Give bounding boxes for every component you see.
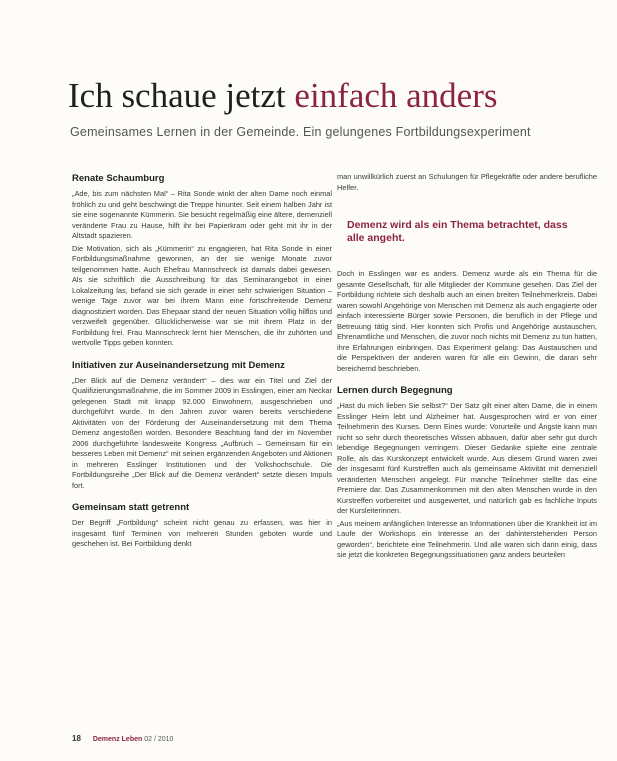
paragraph: Doch in Esslingen war es anders. Demenz wurde als ein Thema für die gesamte Gesellschaft, für alle Mitglieder der Kommune gesehen. Das Ziel der Fortbildung richtete sich deshalb auch an einen breiten Teilnehmerkreis. Dabei waren sowohl Angehörige von Menschen mit Demenz als auch engagierte oder einfach interessierte Bürger sowie Personen, die beruflich in der Pflege und Betreuung tätig sind. Hier konnten sich Profis und Angehörige austauschen, Ehrenamtliche und Menschen, die zuvor noch nichts mit Demenz zu tun hatten, ihre Erfahrungen einbringen. Das Experiment gelang: Das Austauschen und die Perspektiven der anderen waren für alle ein Gewinn, die daran sehr bereichernd beschrieben. <box>337 269 597 373</box>
article-subtitle: Gemeinsames Lernen in der Gemeinde. Ein gelungenes Fortbildungsexperiment <box>70 125 531 139</box>
section-heading-initiatives: Initiativen zur Auseinandersetzung mit Demenz <box>72 359 285 371</box>
section-heading-together: Gemeinsam statt getrennt <box>72 502 190 513</box>
title-main: Ich schaue jetzt <box>68 76 295 115</box>
page-footer <box>72 734 173 743</box>
article-title <box>68 76 608 116</box>
paragraph: „Hast du mich lieben Sie selbst?“ Der Satz gilt einer alten Dame, die in einem Esslinger Heim lebt und Alzheimer hat. Ausgesprochen wird er von einer Teilnehmerin des Kurses. Denn Eines wurde: Vorurteile und Ängste kann man nicht so sehr durch theoretisches Wissen abbauen, dafür aber sehr gut durch lebendige Begegnungen verringern. Dieser Gedanke spielte eine zentrale Rolle, als das Kurskonzept entwickelt wurde. Aus diesem Grund waren zwei der insgesamt fünf Kurstreffen auch als gemeinsame Aktivität mit demenziell veränderten Menschen angelegt. Für manche Teilnehmer stellte das eine Premiere dar. Das Zusammenkommen mit den alten Menschen wurde in den Kurstreffen vorbereitet und ausgewertet, und natürlich gab es fachliche Inputs der Kursleiterinnen. <box>337 401 597 515</box>
page-number: 18 <box>72 734 81 743</box>
right-column <box>337 172 597 563</box>
title-accent: einfach anders <box>294 76 498 115</box>
paragraph: „Der Blick auf die Demenz verändert“ – dies war ein Titel und Ziel der Qualifizierungsmaßnahme, die im Sommer 2009 in Esslingen, einer am Neckar gelegenen Stadt mit knapp 92.000 Einwohnern, ausgeschrieben und durchgeführt wurde. In den Jahren zuvor waren bereits verschiedene Aktivitäten von der Förderung der Auseinandersetzung mit dem Thema Demenz angestoßen worden. Besondere Beachtung fand der im November 2006 durchgeführte landesweite Kongress „Aufbruch – Gemeinsam für ein besseres Leben mit Demenz“ mit seinen ergänzenden Angeboten und Aktionen in mehreren Esslinger Institutionen und der Volkshochschule. Die Fortbildungsreihe „Der Blick auf die Demenz verändert“ setzte diesen Impuls fort. <box>72 375 332 490</box>
section-heading-encounter: Lernen durch Begegnung <box>337 385 453 396</box>
paragraph: „Ade, bis zum nächsten Mal“ – Rita Sonde winkt der alten Dame noch einmal fröhlich zu und geht beschwingt die Treppe hinunter. Seit einem halben Jahr ist sie eine sogenannte Kümmerin. Sie besucht regelmäßig eine ältere, demenziell veränderte Frau zu Hause, hilft ihr bei Papierkram oder geht mit ihr in der Altstadt spazieren. <box>72 189 332 240</box>
author-name: Renate Schaumburg <box>72 173 165 184</box>
paragraph: „Aus meinem anfänglichen Interesse an Informationen über die Krankheit ist im Laufe der Workshops ein Interesse an der dahinterstehenden Person geworden“, berichtete eine Teilnehmerin. Und alle waren sich darin einig, dass sie jetzt die konkreten Begegnungssituationen ganz anders beurteilen <box>337 518 597 559</box>
pull-quote: Demenz wird als ein Thema betrachtet, dass alle angeht. <box>347 219 568 244</box>
left-column <box>72 172 332 552</box>
magazine-name: Demenz Leben <box>92 736 143 743</box>
issue-label: 02 / 2010 <box>144 736 174 743</box>
paragraph: Die Motivation, sich als „Kümmerin“ zu engagieren, hat Rita Sonde in einer Fortbildungsmaßnahme gewonnen, an der sie wenige Monate zuvor teilgenommen hatte. Auch Ehefrau Mannschreck ist damals dabei gewesen. Als sie schriftlich die Ausschreibung für das Seminarangebot in einer Lokalzeitung las, befand sie sich gerade in einer sehr schwierigen Situation – wenige Tage zuvor war bei ihrem Mann eine fortschreitende Demenz diagnostiziert worden. Das Ehepaar stand der neuen Situation völlig hilflos und verzweifelt gegenüber. Glücklicherweise war sie mit ihrem Platz in der Fortbildung frei. Frau Mannschreck lernt hier Menschen, die ihr zuhörten und wertvolle Tipps geben konnten. <box>72 243 332 347</box>
paragraph: Der Begriff „Fortbildung“ scheint nicht genau zu erfassen, was hier in insgesamt fünf Terminen von mehreren Stunden geboten wurde und geschehen ist. Bei Fortbildung denkt <box>72 518 332 548</box>
paragraph: man unwillkürlich zuerst an Schulungen für Pflegekräfte oder andere berufliche Helfer. <box>337 172 597 192</box>
